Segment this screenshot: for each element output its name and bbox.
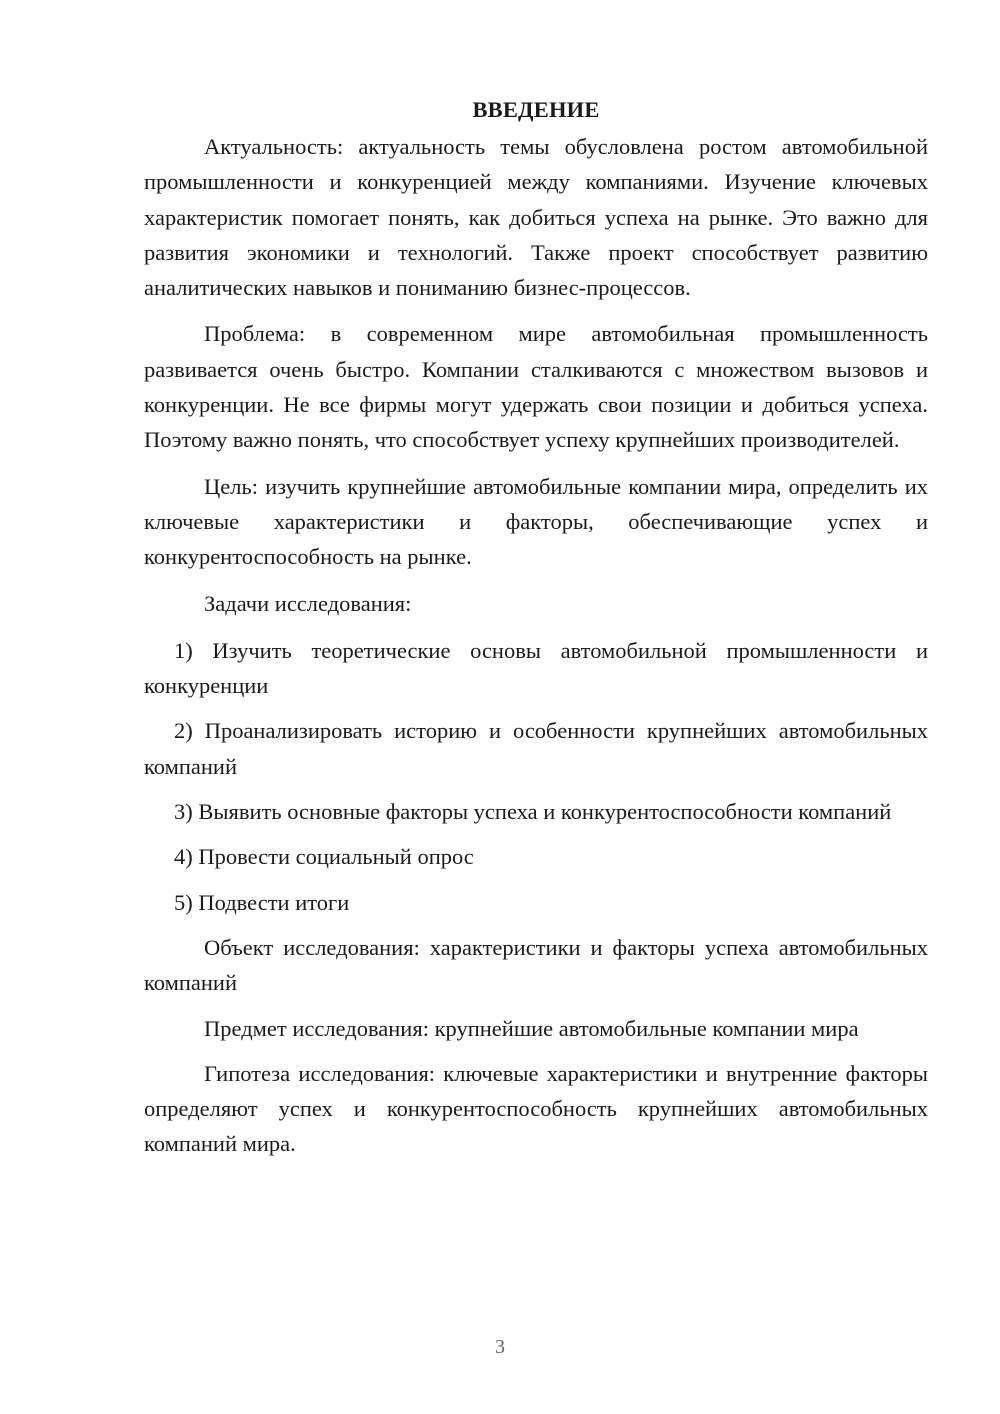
task-item-4: 4) Провести социальный опрос [174,844,474,870]
hypothesis-paragraph: Гипотеза исследования: ключевые характеристики и внутренние факторы определяют успех и конкурентоспособность крупнейших автомобильных компаний мира. [144,1060,928,1157]
section-title: ВВЕДЕНИЕ [472,97,600,122]
page-number: 3 [495,1336,505,1358]
task-item-5: 5) Подвести итоги [174,889,350,915]
object-paragraph: Объект исследования: характеристики и факторы успеха автомобильных компаний [144,934,928,996]
problem-paragraph: Проблема: в современном мире автомобильная промышленность развивается очень быстро. Компании сталкиваются с множеством вызовов и конкуренции. Не все фирмы могут удержать свои позиции и добиться успеха. Поэтому важно понять, что способствует успеху крупнейших производителей. [144,321,928,453]
tasks-heading: Задачи исследования: [204,590,412,616]
task-item-2: 2) Проанализировать историю и особенности крупнейших автомобильных компаний [144,718,928,779]
document-page [144,92,928,1162]
task-item-3: 3) Выявить основные факторы успеха и конкурентоспособности компаний [174,799,892,825]
relevance-paragraph: Актуальность: актуальность темы обусловлена ростом автомобильной промышленности и конкуренцией между компаниями. Изучение ключевых характеристик помогает понять, как добиться успеха на рынке. Это важно для развития экономики и технологий. Также проект способствует развитию аналитических навыков и пониманию бизнес-процессов. [144,134,928,301]
subject-paragraph: Предмет исследования: крупнейшие автомобильные компании мира [204,1015,859,1041]
tasks-list [144,633,928,920]
task-item-1: 1) Изучить теоретические основы автомобильной промышленности и конкуренции [144,637,928,699]
goal-paragraph: Цель: изучить крупнейшие автомобильные компании мира, определить их ключевые характеристики и факторы, обеспечивающие успех и конкурентоспособность на рынке. [144,473,928,570]
